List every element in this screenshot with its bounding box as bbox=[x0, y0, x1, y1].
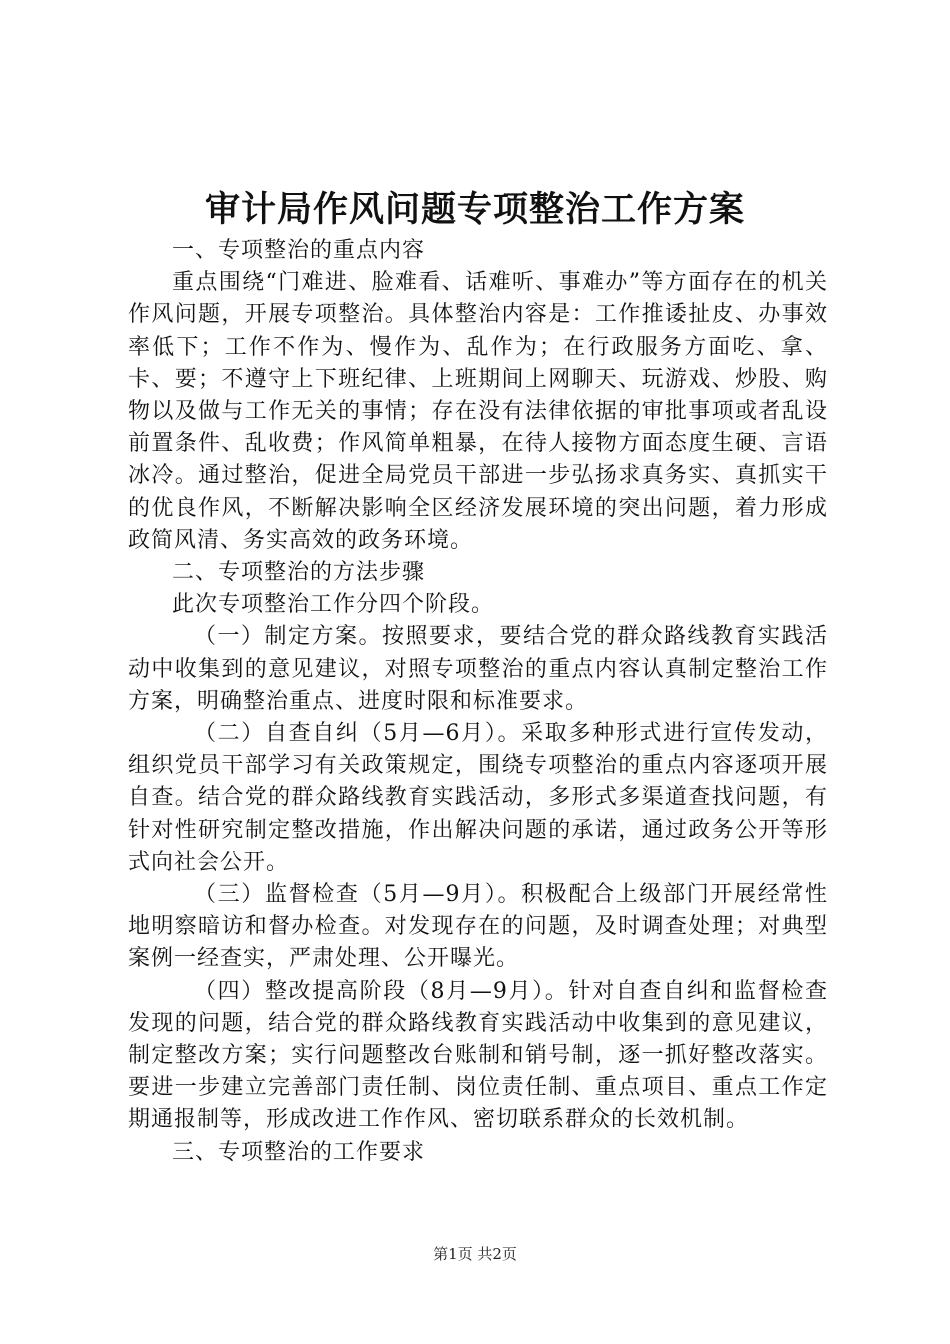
document-body bbox=[128, 235, 828, 1169]
paragraph-four-stages: 此次专项整治工作分四个阶段。 bbox=[172, 592, 495, 618]
document-title: 审计局作风问题专项整治工作方案 bbox=[204, 189, 745, 230]
paragraph-stage-4: （四）整改提高阶段（8月—9月）。针对自查自纠和监督检查发现的问题，结合党的群众路线教育实践活动中收集到的意见建议，制定整改方案；实行问题整改台账制和销号制，逐一抓好整改落实。要进一步建立完善部门责任制、岗位责任制、重点项目、重点工作定期通报制等，形成改进工作作风、密切联系群众的长效机制。 bbox=[128, 978, 828, 1133]
section-heading-3: 三、专项整治的工作要求 bbox=[172, 1139, 426, 1165]
page-number: 第1页 共2页 bbox=[433, 1245, 517, 1263]
section-heading-2: 二、专项整治的方法步骤 bbox=[172, 560, 426, 586]
paragraph-stage-1: （一）制定方案。按照要求，要结合党的群众路线教育实践活动中收集到的意见建议，对照专项整治的重点内容认真制定整治工作方案，明确整治重点、进度时限和标准要求。 bbox=[128, 624, 828, 714]
section-heading-1: 一、专项整治的重点内容 bbox=[172, 238, 426, 263]
paragraph-stage-2: （二）自查自纠（5月—6月）。采取多种形式进行宣传发动，组织党员干部学习有关政策规定，围绕专项整治的重点内容逐项开展自查。结合党的群众路线教育实践活动，多形式多渠道查找问题，有针对性研究制定整改措施，作出解决问题的承诺，通过政务公开等形式向社会公开。 bbox=[128, 721, 828, 875]
paragraph-key-content: 重点围绕“门难进、脸难看、话难听、事难办”等方面存在的机关作风问题，开展专项整治。具体整治内容是：工作推诿扯皮、办事效率低下；工作不作为、慢作为、乱作为；在行政服务方面吃、拿、卡、要；不遵守上下班纪律、上班期间上网聊天、玩游戏、炒股、购物以及做与工作无关的事情；存在没有法律依据的审批事项或者乱设前置条件、乱收费；作风简单粗暴，在待人接物方面态度生硬、言语冰冷。通过整治，促进全局党员干部进一步弘扬求真务实、真抓实干的优良作风，不断解决影响全区经济发展环境的突出问题，着力形成政简风清、务实高效的政务环境。 bbox=[128, 270, 828, 553]
paragraph-stage-3: （三）监督检查（5月—9月）。积极配合上级部门开展经常性地明察暗访和督办检查。对发现存在的问题，及时调查处理；对典型案例一经查实，严肃处理、公开曝光。 bbox=[128, 882, 828, 972]
